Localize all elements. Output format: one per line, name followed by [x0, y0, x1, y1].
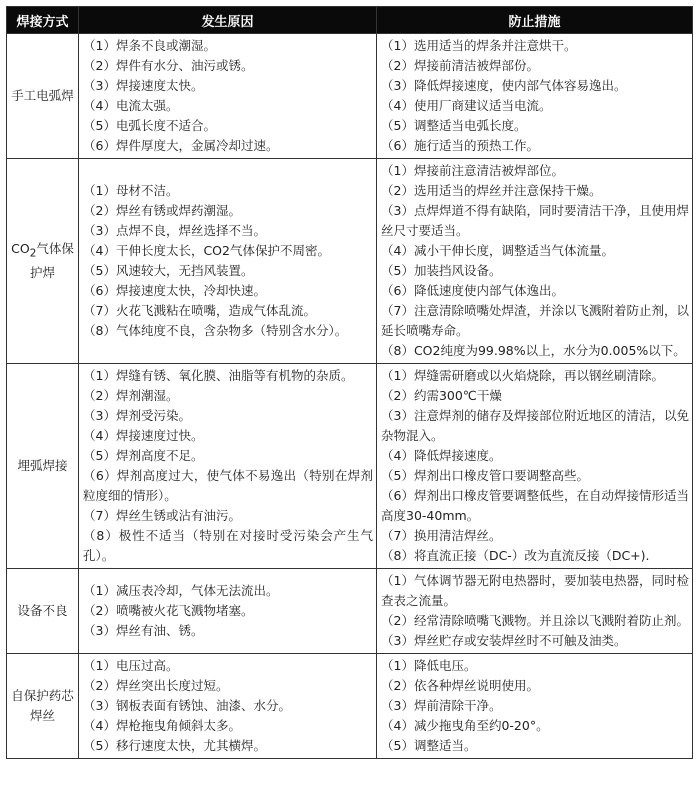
prevention-item: （6）焊剂出口橡皮管要调整低些，在自动焊接情形适当高度30-40mm。 — [381, 488, 689, 523]
cause-item: （3）钢板表面有锈蚀、油漆、水分。 — [83, 698, 291, 713]
cause-item: （5）电弧长度不适合。 — [83, 118, 216, 133]
cause-item: （2）焊剂潮湿。 — [83, 388, 179, 403]
prevention-item: （2）约需300℃干燥 — [381, 388, 502, 403]
prevention-item: （1）焊缝需研磨或以火焰烧除，再以钢丝刷清除。 — [381, 368, 664, 383]
cause-item: （5）移行速度太快，尤其横焊。 — [83, 738, 266, 753]
table-row — [7, 569, 693, 654]
cause-item: （2）喷嘴被火花飞溅物堵塞。 — [83, 603, 254, 618]
prevention-item: （1）选用适当的焊条并注意烘干。 — [381, 38, 577, 53]
header-prevention: 防止措施 — [377, 7, 693, 34]
cause-cell — [79, 34, 377, 159]
prevention-item: （4）使用厂商建议适当电流。 — [381, 98, 552, 113]
prevention-item: （3）降低焊接速度，使内部气体容易逸出。 — [381, 78, 627, 93]
method-text-b: 气体保护焊 — [29, 240, 74, 281]
prevention-item: （6）降低速度使内部气体逸出。 — [381, 283, 564, 298]
prevention-item: （5）加装挡风设备。 — [381, 263, 502, 278]
cause-item: （1）焊缝有锈、氧化膜、油脂等有机物的杂质。 — [83, 368, 354, 383]
method-cell — [7, 159, 79, 364]
prevention-item: （7）换用清洁焊丝。 — [381, 528, 502, 543]
prevention-item: （8）CO2纯度为99.98%以上，水分为0.005%以下。 — [381, 343, 686, 358]
prevention-item: （5）调整适当电弧长度。 — [381, 118, 527, 133]
method-cell: 埋弧焊接 — [7, 364, 79, 569]
header-row — [7, 7, 693, 34]
prevention-item: （3）注意焊剂的储存及焊接部位附近地区的清洁，以免杂物混入。 — [381, 408, 689, 443]
cause-item: （8）气体纯度不良，含杂物多（特别含水分）。 — [83, 323, 348, 338]
cause-item: （7）火花飞溅粘在喷嘴，造成气体乱流。 — [83, 303, 316, 318]
method-cell: 设备不良 — [7, 569, 79, 654]
prevention-cell — [377, 569, 693, 654]
cause-item: （6）焊接速度太快，冷却快速。 — [83, 283, 266, 298]
prevention-item: （2）依各种焊丝说明使用。 — [381, 678, 539, 693]
cause-item: （2）焊丝突出长度过短。 — [83, 678, 229, 693]
cause-item: （3）焊丝有油、锈。 — [83, 623, 204, 638]
cause-item: （8）极性不适当（特别在对接时受污染会产生气孔）。 — [83, 528, 373, 563]
cause-cell — [79, 654, 377, 759]
prevention-cell — [377, 159, 693, 364]
prevention-item: （4）减小干伸长度，调整适当气体流量。 — [381, 243, 614, 258]
cause-cell — [79, 569, 377, 654]
welding-porosity-table — [6, 6, 693, 759]
cause-item: （6）焊件厚度大，金属冷却过速。 — [83, 138, 279, 153]
cause-item: （3）焊接速度太快。 — [83, 78, 204, 93]
cause-item: （3）焊剂受污染。 — [83, 408, 191, 423]
cause-item: （7）焊丝生锈或沾有油污。 — [83, 508, 241, 523]
prevention-cell — [377, 34, 693, 159]
prevention-item: （1）气体调节器无附电热器时，要加装电热器，同时检查表之流量。 — [381, 573, 689, 608]
cause-cell — [79, 364, 377, 569]
prevention-item: （5）调整适当。 — [381, 738, 477, 753]
header-cause: 发生原因 — [79, 7, 377, 34]
cause-item: （4）焊接速度过快。 — [83, 428, 204, 443]
table-row — [7, 34, 693, 159]
prevention-item: （3）点焊焊道不得有缺陷，同时要清洁干净，且使用焊丝尺寸要适当。 — [381, 203, 689, 238]
cause-item: （6）焊剂高度过大，使气体不易逸出（特别在焊剂粒度细的情形）。 — [83, 468, 373, 503]
cause-item: （2）焊丝有锈或焊药潮湿。 — [83, 203, 241, 218]
prevention-item: （2）经常清除喷嘴飞溅物。并且涂以飞溅附着防止剂。 — [381, 613, 689, 628]
header-method: 焊接方式 — [7, 7, 79, 34]
table-row — [7, 654, 693, 759]
prevention-item: （3）焊前清除干净。 — [381, 698, 502, 713]
cause-item: （2）焊件有水分、油污或锈。 — [83, 58, 254, 73]
prevention-cell — [377, 364, 693, 569]
cause-item: （4）电流太强。 — [83, 98, 179, 113]
prevention-item: （1）降低电压。 — [381, 658, 477, 673]
method-text-a: CO — [11, 240, 30, 256]
prevention-item: （8）将直流正接（DC-）改为直流反接（DC+). — [381, 548, 650, 563]
table-row — [7, 364, 693, 569]
prevention-cell — [377, 654, 693, 759]
prevention-item: （7）注意清除喷嘴处焊渣，并涂以飞溅附着防止剂，以延长喷嘴寿命。 — [381, 303, 689, 338]
prevention-item: （4）减少拖曳角至约0-20°。 — [381, 718, 549, 733]
prevention-item: （5）焊剂出口橡皮管口要调整高些。 — [381, 468, 589, 483]
prevention-item: （4）降低焊接速度。 — [381, 448, 502, 463]
method-cell: 手工电弧焊 — [7, 34, 79, 159]
cause-item: （1）电压过高。 — [83, 658, 179, 673]
cause-item: （1）母材不洁。 — [83, 183, 179, 198]
prevention-item: （6）施行适当的预热工作。 — [381, 138, 539, 153]
cause-item: （1）减压表冷却，气体无法流出。 — [83, 583, 279, 598]
prevention-item: （2）选用适当的焊丝并注意保持干燥。 — [381, 183, 602, 198]
cause-item: （1）焊条不良或潮湿。 — [83, 38, 216, 53]
cause-item: （4）焊枪拖曳角倾斜太多。 — [83, 718, 241, 733]
table-row — [7, 159, 693, 364]
cause-item: （5）风速较大，无挡风装置。 — [83, 263, 254, 278]
prevention-item: （3）焊丝贮存或安装焊丝时不可触及油类。 — [381, 633, 627, 648]
cause-item: （5）焊剂高度不足。 — [83, 448, 204, 463]
prevention-item: （1）焊接前注意清洁被焊部位。 — [381, 163, 564, 178]
cause-cell — [79, 159, 377, 364]
cause-item: （4）干伸长度太长，CO2气体保护不周密。 — [83, 243, 330, 258]
prevention-item: （2）焊接前清洁被焊部份。 — [381, 58, 539, 73]
cause-item: （3）点焊不良，焊丝选择不当。 — [83, 223, 266, 238]
method-subscript: 2 — [29, 247, 37, 260]
method-cell: 自保护药芯焊丝 — [7, 654, 79, 759]
